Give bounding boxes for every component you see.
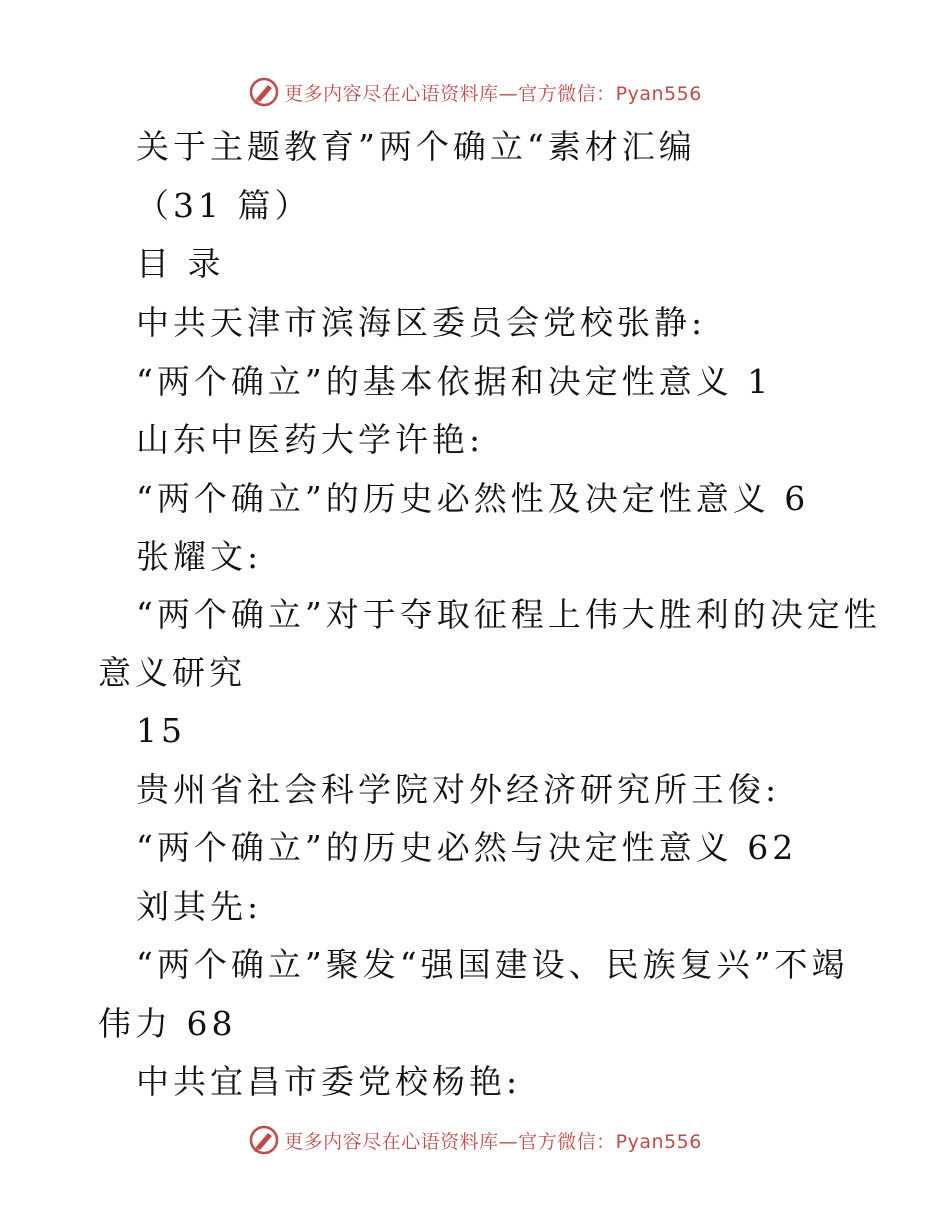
toc-entry: “两个确立”的历史必然与决定性意义 62	[136, 828, 798, 867]
toc-heading: 目 录	[136, 244, 225, 283]
toc-author: 贵州省社会科学院对外经济研究所王俊:	[136, 770, 781, 809]
toc-entry-continuation: 伟力 68	[98, 1004, 237, 1043]
watermark-banner-bottom	[0, 1120, 950, 1160]
toc-entry: “两个确立”的基本依据和决定性意义 1	[136, 362, 773, 401]
document-title: 关于主题教育”两个确立“素材汇编	[136, 127, 696, 166]
toc-author: 中共天津市滨海区委员会党校张静:	[136, 303, 707, 342]
toc-entry: “两个确立”聚发“强国建设、民族复兴”不竭	[136, 945, 849, 984]
toc-entry: “两个确立”的历史必然性及决定性意义 6	[136, 479, 810, 518]
watermark-text: 更多内容尽在心语资料库—官方微信：Pyan556	[284, 82, 702, 105]
toc-author: 刘其先:	[136, 887, 263, 926]
toc-author: 中共宜昌市委党校杨艳:	[136, 1062, 522, 1101]
toc-author: 张耀文:	[136, 537, 263, 576]
watermark-text: 更多内容尽在心语资料库—官方微信：Pyan556	[284, 1130, 702, 1153]
toc-author: 山东中医药大学许艳:	[136, 420, 485, 459]
toc-entry-continuation: 意义研究	[98, 653, 246, 692]
pen-logo-icon	[248, 1124, 280, 1156]
toc-entry: “两个确立”对于夺取征程上伟大胜利的决定性	[136, 595, 881, 634]
document-subtitle: （31 篇）	[136, 186, 312, 225]
toc-page-number: 15	[136, 711, 186, 750]
